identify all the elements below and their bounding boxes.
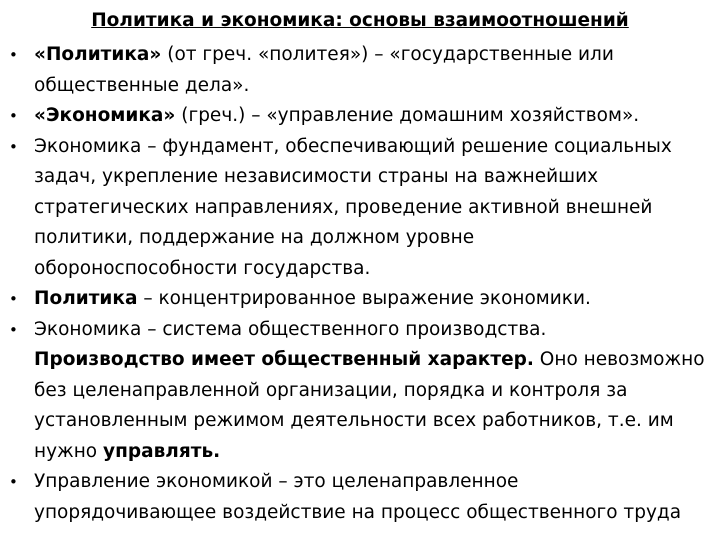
- bold-text: Политика: [34, 288, 138, 309]
- text-segment: Экономика – фундамент, обеспечивающий решение социальных: [34, 135, 672, 157]
- bullet-dot-icon: •: [9, 46, 18, 64]
- text-line: [34, 315, 718, 346]
- text-segment: стратегических направлениях, проведение активной внешней: [34, 196, 653, 218]
- text-line: [34, 284, 718, 315]
- text-line: [34, 40, 718, 71]
- text-line: [34, 376, 718, 407]
- bold-text: Производство имеет общественный характер.: [34, 349, 534, 370]
- bold-text: «Политика»: [34, 44, 162, 65]
- text-segment: задач, укрепление независимости страны на важнейших: [34, 166, 599, 187]
- bullet-item: [0, 467, 720, 528]
- text-line: [34, 467, 718, 498]
- bullet-dot-icon: •: [9, 473, 18, 491]
- text-segment: обороноспособности государства.: [34, 257, 371, 279]
- bullet-dot-icon: •: [9, 290, 18, 308]
- text-line: [34, 437, 718, 468]
- bullet-item: [0, 101, 720, 132]
- text-line: [34, 345, 718, 376]
- text-segment: установленным режимом деятельности всех работников, т.е. им: [34, 410, 674, 431]
- bullet-dot-icon: •: [9, 320, 18, 339]
- bullet-list: [0, 40, 720, 528]
- text-segment: Экономика – система общественного производства.: [34, 318, 547, 340]
- text-segment: политики, поддержание на должном уровне: [34, 227, 475, 248]
- bullet-item: [0, 40, 720, 101]
- bold-text: управлять.: [103, 440, 221, 462]
- text-line: [34, 71, 718, 102]
- text-line: [34, 101, 718, 132]
- text-segment: – концентрированное выражение экономики.: [137, 288, 591, 309]
- text-segment: (греч.) – «управление домашним хозяйством».: [175, 105, 640, 126]
- text-segment: нужно: [34, 440, 104, 462]
- bullet-item: [0, 315, 720, 468]
- text-line: [34, 223, 718, 254]
- text-segment: общественные дела».: [34, 74, 250, 96]
- text-line: [34, 254, 718, 285]
- text-segment: (от греч. «политея») – «государственные или: [161, 44, 614, 65]
- text-segment: упорядочивающее воздействие на процесс общественного труда: [34, 501, 682, 523]
- text-line: [34, 498, 718, 529]
- bullet-item: [0, 284, 720, 315]
- bold-text: «Экономика»: [34, 105, 176, 126]
- bullet-dot-icon: •: [9, 137, 18, 156]
- slide-title: Политика и экономика: основы взаимоотношений: [91, 10, 629, 31]
- bullet-dot-icon: •: [9, 107, 18, 125]
- text-line: [34, 162, 718, 193]
- text-line: [34, 406, 718, 437]
- text-segment: Оно невозможно: [533, 349, 705, 370]
- text-line: [34, 132, 718, 163]
- text-line: [34, 193, 718, 224]
- text-segment: без целенаправленной организации, порядка и контроля за: [34, 379, 628, 401]
- bullet-item: [0, 132, 720, 285]
- text-segment: Управление экономикой – это целенаправленное: [34, 471, 519, 492]
